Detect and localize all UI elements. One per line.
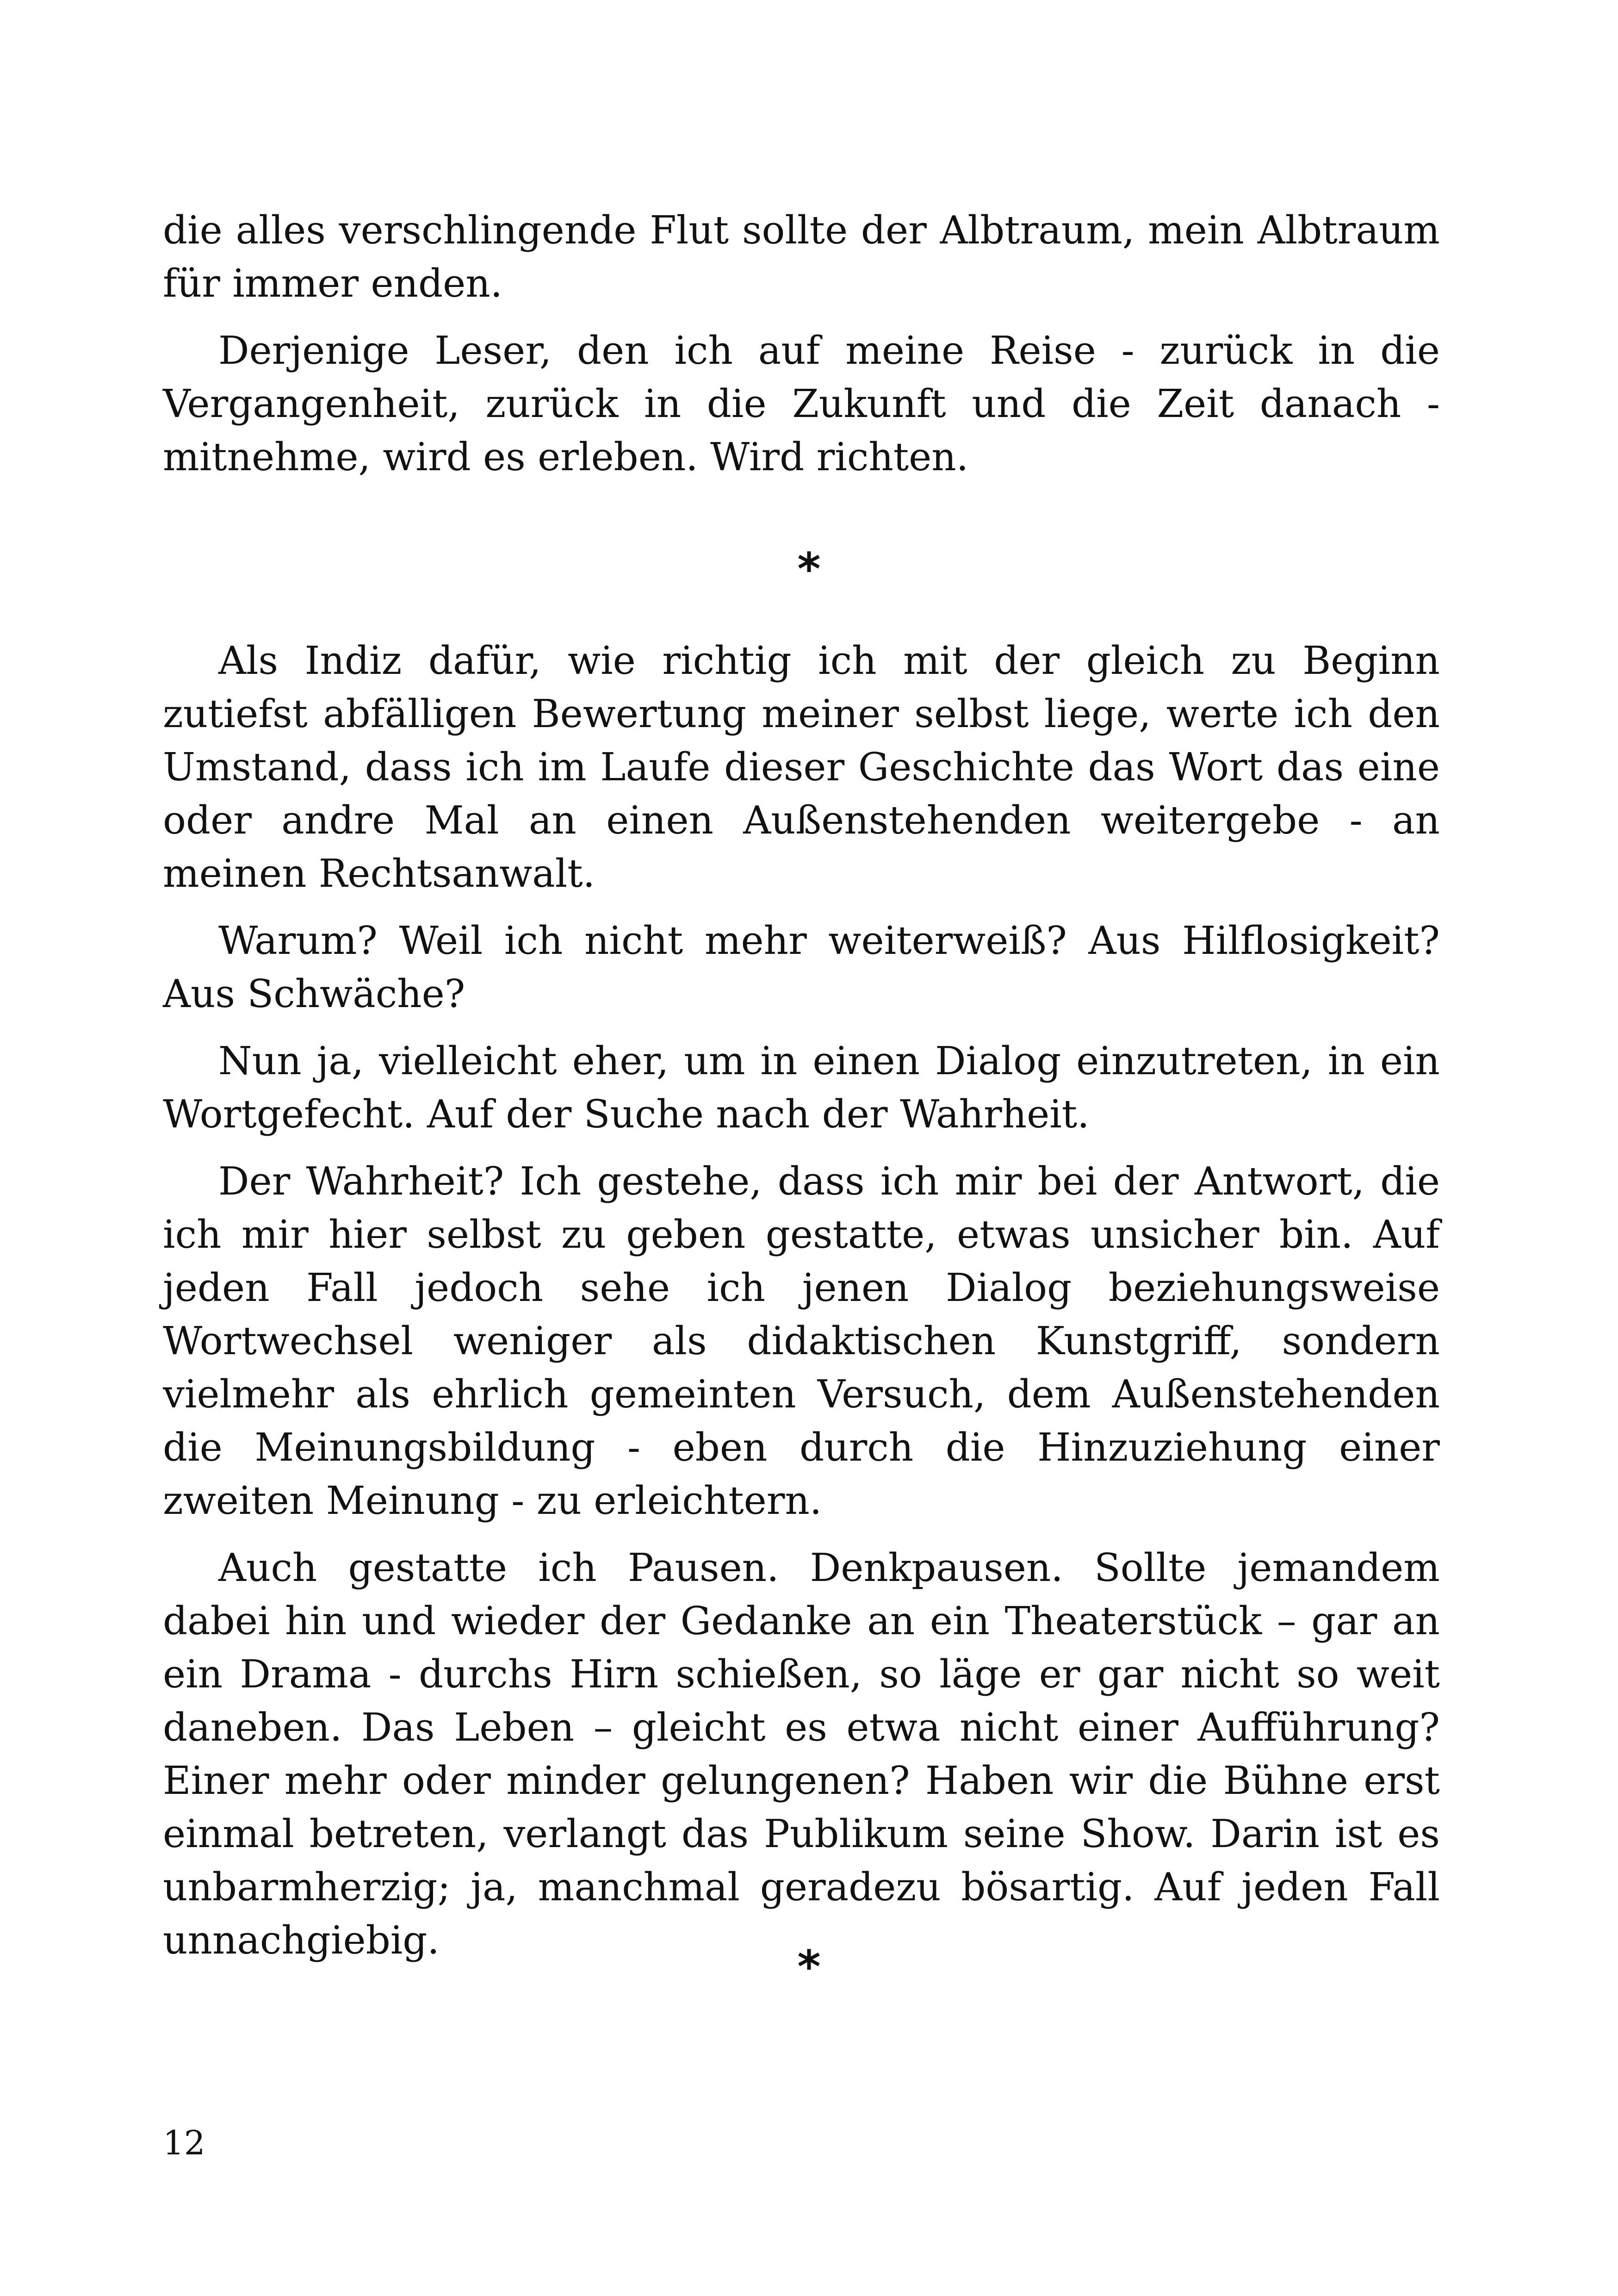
- page-number: 12: [163, 2123, 205, 2162]
- paragraph: Derjenige Leser, den ich auf meine Reise - zurück in die Vergangenheit, zurück in die Zukunft und die Zeit danach - mitnehme, wird es erleben. Wird richten.: [163, 328, 1440, 479]
- paragraph: Nun ja, vielleicht eher, um in einen Dialog einzutreten, in ein Wortgefecht. Auf der Suche nach der Wahrheit.: [163, 1039, 1440, 1137]
- text-block-top: [163, 204, 1440, 498]
- paragraph: Auch gestatte ich Pausen. Denkpausen. Sollte jemandem dabei hin und wieder der Gedanke an ein Theaterstück – gar an ein Drama - durchs Hirn schießen, so läge er gar nicht so weit daneben. Das Leben – gleicht es etwa nicht einer Aufführung? Einer mehr oder minder gelungenen? Haben wir die Bühne erst einmal betreten, verlangt das Publikum seine Show. Darin ist es unbarmherzig; ja, manchmal geradezu bösartig. Auf jeden Fall unnachgiebig.: [163, 1545, 1440, 1963]
- paragraph: Der Wahrheit? Ich gestehe, dass ich mir bei der Antwort, die ich mir hier selbst zu geben gestatte, etwas unsicher bin. Auf jeden Fall jedoch sehe ich jenen Dialog beziehungsweise Wortwechsel weniger als didaktischen Kunstgriff, sondern vielmehr als ehrlich gemeinten Versuch, dem Außenstehenden die Meinungsbildung - eben durch die Hinzuziehung einer zweiten Meinung - zu erleichtern.: [163, 1159, 1440, 1523]
- paragraph: Warum? Weil ich nicht mehr weiterweiß? Aus Hilflosigkeit? Aus Schwäche?: [163, 918, 1440, 1016]
- section-separator-asterisk: *: [797, 543, 821, 595]
- text-block-bottom: [163, 634, 1440, 1981]
- paragraph: Als Indiz dafür, wie richtig ich mit der gleich zu Beginn zutiefst abfälligen Bewertung meiner selbst liege, werte ich den Umstand, dass ich im Laufe dieser Geschichte das Wort das eine oder andre Mal an einen Außenstehenden weitergebe - an meinen Rechtsanwalt.: [163, 638, 1440, 896]
- paragraph: die alles verschlingende Flut sollte der Albtraum, mein Albtraum für immer enden.: [163, 208, 1440, 306]
- section-separator-asterisk: *: [797, 1941, 821, 1993]
